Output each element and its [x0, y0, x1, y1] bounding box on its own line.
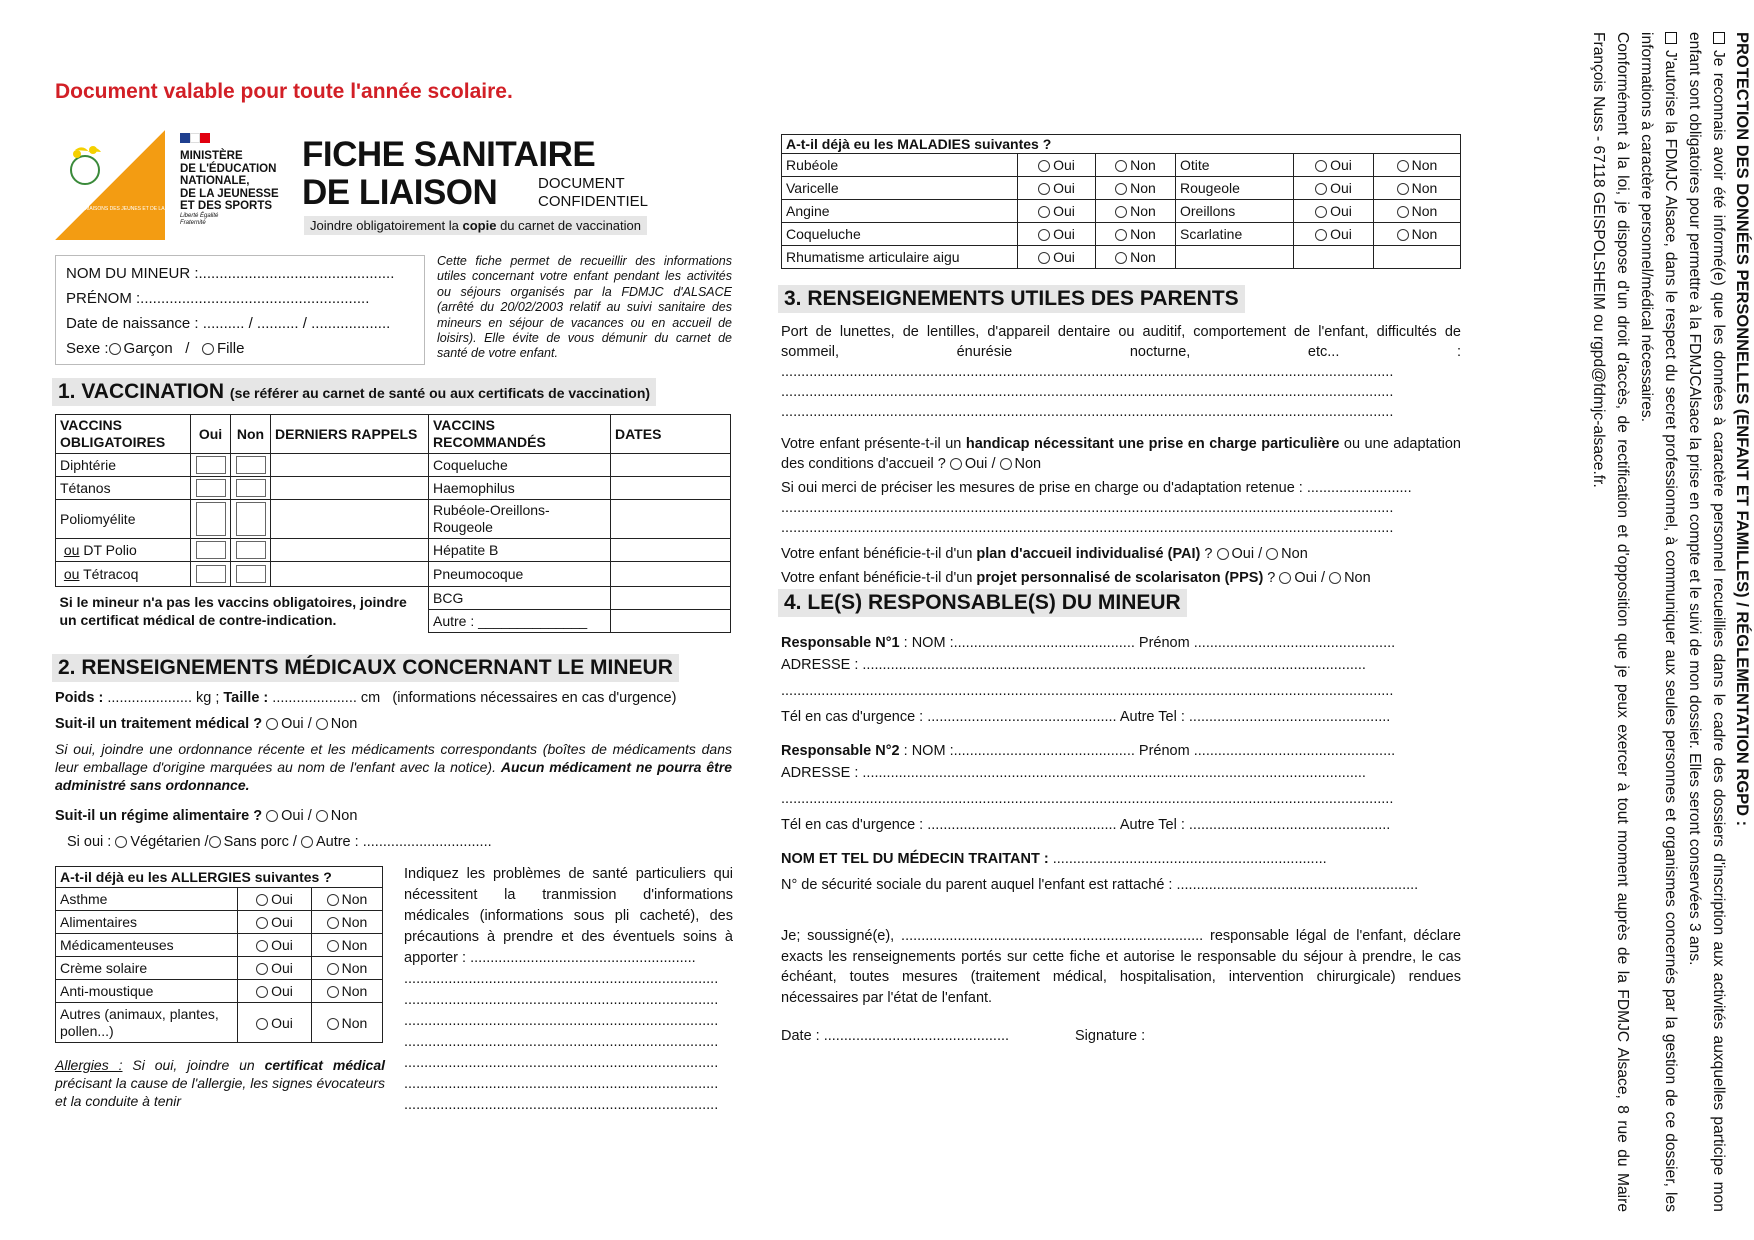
diet-question: Suit-il un régime alimentaire ? Oui / Non — [55, 808, 358, 824]
radio-disease-no[interactable] — [1115, 206, 1127, 218]
radio-disease-yes[interactable] — [1315, 229, 1327, 241]
page-title: FICHE SANITAIRE DE LIAISON — [302, 135, 596, 212]
radio-disease-no[interactable] — [1397, 183, 1409, 195]
radio-disease-yes[interactable] — [1315, 206, 1327, 218]
measures-line[interactable]: ........................................................................................................................................................ — [781, 500, 1394, 516]
date-field[interactable] — [611, 587, 731, 610]
radio-diet-no[interactable] — [316, 810, 328, 822]
signature-field[interactable]: Signature : — [1075, 1028, 1146, 1044]
date-field[interactable] — [611, 562, 731, 587]
vaccine-checkbox[interactable] — [196, 541, 226, 559]
diseases-table: A-t-il déjà eu les MALADIES suivantes ? Rubéole Oui Non Otite Oui Non Varicelle Oui Non Rougeole Oui Non Angine Oui Non Oreillons Oui Non Coqueluche Oui Non Scarlatine Oui Non Rhumatisme articulaire aigu Oui Non — [781, 134, 1461, 269]
fdmjc-logo-caption: FÉDÉRATION DES MAISONS DES JEUNES ET DE LA CULTURE ALSACE — [40, 206, 210, 212]
other-vaccine-field[interactable]: Autre : ______________ — [429, 610, 611, 633]
radio-disease-no[interactable] — [1115, 252, 1127, 264]
diet-options: Si oui : Végétarien / Sans porc / Autre : ................................ — [67, 834, 492, 850]
parents-info: Port de lunettes, de lentilles, d'appareil dentaire ou auditif, comportement de l'enfant, difficultés de sommeil, énurésie nocturne, etc... : ........................................................................................................................................................ ........................................................................................................................................................ ........................................................................................................................................................ Votre enfant présente-t-il un handicap nécessitant une prise en charge particulière ou une adaptation des conditions d'accueil ? Oui / Non Si oui merci de préciser les mesures de prise en charge ou d'adaptation retenue : .......................... ........................................................................................................................................................ ........................................................................................................................................................ Votre enfant bénéficie-t-il d'un plan d'accueil individualisé (PAI) ? Oui / Non Votre enfant bénéficie-t-il d'un projet personnalisé de scolarisaton (PPS) ? Oui / Non — [781, 324, 1461, 586]
radio-allergy-no[interactable] — [327, 940, 339, 952]
radio-allergy-yes[interactable] — [256, 963, 268, 975]
radio-garcon[interactable] — [109, 343, 121, 355]
radio-disease-no[interactable] — [1397, 160, 1409, 172]
social-security-field[interactable]: N° de sécurité sociale du parent auquel l'enfant est rattaché : ............................................................ — [781, 877, 1419, 893]
radio-pai-no[interactable] — [1266, 548, 1278, 560]
validity-banner: Document valable pour toute l'année scolaire. — [55, 80, 513, 103]
identity-box: NOM DU MINEUR :............................................... PRÉNOM :....................................................... Date de naissance : .......... / .......... / ................... Sexe : Garçon / Fille — [55, 255, 425, 365]
child-firstname-field[interactable]: PRÉNOM :....................................................... — [66, 290, 370, 307]
birthdate-field[interactable]: Date de naissance : .......... / .......... / ................... — [66, 315, 391, 332]
radio-pps-no[interactable] — [1329, 572, 1341, 584]
date-field[interactable] — [611, 539, 731, 562]
radio-veg[interactable] — [115, 836, 127, 848]
radio-disease-yes[interactable] — [1038, 160, 1050, 172]
radio-no-pork[interactable] — [209, 836, 221, 848]
radio-allergy-no[interactable] — [327, 917, 339, 929]
radio-allergy-yes[interactable] — [256, 894, 268, 906]
radio-allergy-yes[interactable] — [256, 986, 268, 998]
vaccine-checkbox[interactable] — [196, 456, 226, 474]
radio-pps-yes[interactable] — [1279, 572, 1291, 584]
recall-field[interactable] — [271, 500, 429, 539]
guardian2-address[interactable]: ADRESSE : ............................................................................................................................. — [781, 765, 1366, 781]
radio-handicap-no[interactable] — [1000, 458, 1012, 470]
section-vaccination-title: 1. VACCINATION (se référer au carnet de santé ou aux certificats de vaccination) — [52, 378, 656, 406]
radio-disease-no[interactable] — [1115, 183, 1127, 195]
allergies-note: Allergies : Si oui, joindre un certificat médical précisant la cause de l'allergie, les signes évocateurs et la conduite à tenir — [55, 1057, 386, 1109]
recall-field[interactable] — [271, 562, 429, 587]
ministry-block: MINISTÈRE DE L'ÉDUCATION NATIONALE, DE LA JEUNESSE ET DES SPORTS Liberté Égalité Fraternité — [180, 150, 279, 226]
confidential-label: DOCUMENT CONFIDENTIEL — [538, 175, 649, 210]
treatment-question: Suit-il un traitement médical ? Oui / Non — [55, 716, 358, 732]
vaccination-copy-note: Joindre obligatoirement la copie du carnet de vaccination — [304, 216, 647, 235]
guardian1-phone[interactable]: Tél en cas d'urgence : ............................................... Autre Tel : .................................................. — [781, 709, 1391, 725]
vaccine-checkbox[interactable] — [236, 565, 266, 583]
intro-text: Cette fiche permet de recueillir des informations utiles concernant votre enfant pendant les activités ou séjours organisés par la FDMJC d'ALSACE (arrêté du 20/02/2003 relatif au suivi sanitaire des mineurs en séjour de vacances ou en accueil de loisirs). Elle évite de vous démunir du carnet de santé de votre enfant. — [437, 254, 732, 361]
date-field[interactable]: Date : .............................................. — [781, 1028, 1010, 1044]
doctor-field[interactable]: NOM ET TEL DU MÉDECIN TRAITANT : .................................................................... — [781, 851, 1327, 867]
radio-diet-yes[interactable] — [266, 810, 278, 822]
radio-disease-yes[interactable] — [1315, 160, 1327, 172]
parents-info-line[interactable]: ........................................................................................................................................................ — [781, 384, 1394, 400]
section-parents-title: 3. RENSEIGNEMENTS UTILES DES PARENTS — [778, 285, 1245, 313]
recall-field[interactable] — [271, 454, 429, 477]
declaration-text: Je; soussigné(e), ........................................................................... responsable légal de l'enfant, déclare exacts les renseignements portés sur cette fiche et autorise le responsable du séjour à prendre, le cas échéant, toutes mesures (traitement médical, hospitalisation, intervention chirurgicale) rendues nécessaires par l'état de l'enfant. — [781, 928, 1461, 1006]
recall-field[interactable] — [271, 539, 429, 562]
radio-disease-yes[interactable] — [1038, 206, 1050, 218]
radio-disease-yes[interactable] — [1038, 229, 1050, 241]
date-field[interactable] — [611, 454, 731, 477]
radio-fille[interactable] — [202, 343, 214, 355]
vaccine-checkbox[interactable] — [236, 456, 266, 474]
radio-disease-yes[interactable] — [1038, 183, 1050, 195]
radio-disease-no[interactable] — [1115, 229, 1127, 241]
radio-allergy-yes[interactable] — [256, 1018, 268, 1030]
allergies-table: A-t-il déjà eu les ALLERGIES suivantes ? Asthme Oui Non Alimentaires Oui Non Médicamenteuses Oui Non Crème solaire Oui Non Anti-moustique Oui Non Autres (animaux, plantes, pollen...) Oui Non — [55, 866, 383, 1043]
child-name-field[interactable]: NOM DU MINEUR :............................................... — [66, 265, 395, 282]
vaccination-table: VACCINS OBLIGATOIRES Oui Non DERNIERS RAPPELS VACCINS RECOMMANDÉS DATES Diphtérie Coqueluche Tétanos Haemophilus Poliomyélite Rubéole-Oreillons-Rougeole ou DT Polio Hépatite B ou Tétracoq Pneumocoque Si le mineur n'a pas les vaccins obligatoires, joindre un certificat médical de contre-indication. BCG Autre : ______________ — [55, 414, 731, 633]
vaccine-checkbox[interactable] — [236, 541, 266, 559]
vaccine-note: Si le mineur n'a pas les vaccins obligatoires, joindre un certificat médical de contre-indication. — [56, 587, 429, 633]
radio-disease-no[interactable] — [1115, 160, 1127, 172]
weight-height-line: Poids : ..................... kg ; Taille : ..................... cm (informations nécessaires en cas d'urgence) — [55, 690, 677, 706]
rgpd-panel: PROTECTION DES DONNÉES PERSONNELLES (ENFANT ET FAMILLES) / RÉGLEMENTATION RGPD : Je reconnais avoir été informé(e) que les données à caractère personnel recueillies dans le cadre des dossiers d'inscription aux activités auxquelles participe mon enfant sont obligatoires pour permettre à la FDMJCAlsace la prise en compte et le suivi de mon dossier. Elles seront conservées 3 ans. J'autorise la FDMJC Alsace, dans le respect du secret professionnel, à communiquer aux seules personnes et organismes concernés par la gestion de ce dossier, les informations à caractère personnel/médical nécessaires. Conformément à la loi, je dispose d'un droit d'accès, de rectification et d'opposition que je peux exercer à tout moment auprès de la FDMJC Alsace, 8 rue du Maire François Nuss - 67118 GEISPOLSHEIM ou rgpd@fdmjc-alsace.fr. — [1590, 32, 1751, 1212]
radio-handicap-yes[interactable] — [950, 458, 962, 470]
radio-disease-no[interactable] — [1397, 206, 1409, 218]
treatment-note: Si oui, joindre une ordonnance récente et les médicaments correspondants (boîtes de médicaments dans leur emballage d'origine marquées au nom de l'enfant avec la notice). Aucun médicament ne pourra être administré sans ordonnance. — [55, 741, 733, 793]
consent-checkbox-1[interactable] — [1713, 32, 1725, 44]
guardian1-address[interactable]: ADRESSE : ............................................................................................................................. — [781, 657, 1366, 673]
date-field[interactable] — [611, 500, 731, 539]
fdmjc-logo — [40, 130, 210, 240]
radio-allergy-no[interactable] — [327, 963, 339, 975]
section-medical-title: 2. RENSEIGNEMENTS MÉDICAUX CONCERNANT LE MINEUR — [52, 654, 679, 682]
health-problems-field[interactable]: Indiquez les problèmes de santé particuliers qui nécessitent la tranmission d'informations médicales (informations sous pli cacheté), des précautions à prendre et des éventuels soins à apporter : ........................................................ .............................................................................. .............................................................................. .............................................................................. .............................................................................. .............................................................................. .............................................................................. .............................................................................. — [404, 866, 733, 1113]
republic-flag-icon — [180, 131, 190, 149]
date-field[interactable] — [611, 610, 731, 633]
guardians-block: Responsable N°1 : NOM :............................................. Prénom .................................................. ADRESSE : ............................................................................................................................. ........................................................................................................................................................ Tél en cas d'urgence : ............................................... Autre Tel : .................................................. Responsable N°2 : NOM :............................................. Prénom .................................................. ADRESSE : ............................................................................................................................. ........................................................................................................................................................ Tél en cas d'urgence : ............................................... Autre Tel : .................................................. NOM ET TEL DU MÉDECIN TRAITANT : .................................................................... N° de sécurité sociale du parent auquel l'enfant est rattaché : ............................................................ — [781, 632, 1461, 896]
radio-allergy-no[interactable] — [327, 894, 339, 906]
radio-allergy-yes[interactable] — [256, 940, 268, 952]
section-guardians-title: 4. LE(S) RESPONSABLE(S) DU MINEUR — [778, 589, 1187, 617]
guardian2-phone[interactable]: Tél en cas d'urgence : ............................................... Autre Tel : .................................................. — [781, 817, 1391, 833]
consent-checkbox-2[interactable] — [1665, 32, 1677, 44]
radio-disease-no[interactable] — [1397, 229, 1409, 241]
radio-treatment-no[interactable] — [316, 718, 328, 730]
vaccine-checkbox[interactable] — [236, 502, 266, 536]
vaccine-checkbox[interactable] — [196, 565, 226, 583]
measures-line[interactable]: ........................................................................................................................................................ — [781, 520, 1394, 536]
vaccine-checkbox[interactable] — [196, 502, 226, 536]
radio-other-diet[interactable] — [301, 836, 313, 848]
radio-allergy-no[interactable] — [327, 986, 339, 998]
radio-disease-yes[interactable] — [1315, 183, 1327, 195]
radio-treatment-yes[interactable] — [266, 718, 278, 730]
vaccine-checkbox[interactable] — [196, 479, 226, 497]
parents-info-line[interactable]: ........................................................................................................................................................ — [781, 404, 1394, 420]
radio-allergy-no[interactable] — [327, 1018, 339, 1030]
radio-allergy-yes[interactable] — [256, 917, 268, 929]
radio-pai-yes[interactable] — [1217, 548, 1229, 560]
vaccine-checkbox[interactable] — [236, 479, 266, 497]
date-field[interactable] — [611, 477, 731, 500]
recall-field[interactable] — [271, 477, 429, 500]
radio-disease-yes[interactable] — [1038, 252, 1050, 264]
